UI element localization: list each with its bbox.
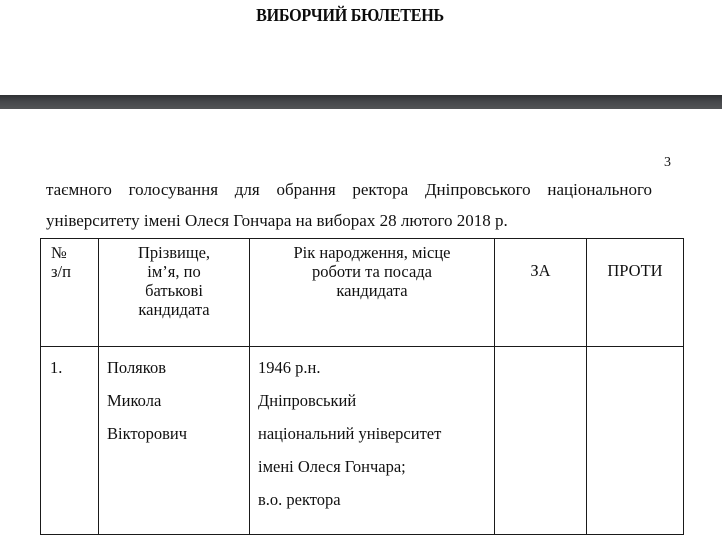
candidate-birth-year: 1946 р.н. xyxy=(258,358,321,377)
vote-against-box[interactable] xyxy=(587,347,684,535)
candidates-table xyxy=(40,238,684,535)
intro-line-2: університету імені Олеся Гончара на виборах 28 лютого 2018 р. xyxy=(46,211,508,230)
header-candidate-info xyxy=(250,239,495,347)
candidate-patronymic: Вікторович xyxy=(107,424,188,443)
header-name-line: кандидата xyxy=(138,300,210,319)
candidate-number: 1. xyxy=(41,347,99,535)
candidate-info xyxy=(250,347,495,535)
header-number xyxy=(41,239,99,347)
vote-for-box[interactable] xyxy=(495,347,587,535)
header-number-line: № xyxy=(51,243,67,262)
candidate-name xyxy=(99,347,250,535)
page-number: 3 xyxy=(664,155,671,170)
header-divider-bar xyxy=(0,95,722,109)
header-number-line: з/п xyxy=(51,262,71,281)
candidate-workplace-line: імені Олеся Гончара; xyxy=(258,457,406,476)
candidate-workplace-line: національний університет xyxy=(258,424,442,443)
candidate-first-name: Микола xyxy=(107,391,162,410)
table-header-row xyxy=(41,239,684,347)
header-info-line: кандидата xyxy=(336,281,408,300)
candidate-workplace-line: Дніпровський xyxy=(258,391,357,410)
candidate-surname: Поляков xyxy=(107,358,166,377)
header-name-line: батькові xyxy=(145,281,203,300)
header-candidate-name xyxy=(99,239,250,347)
candidate-position: в.о. ректора xyxy=(258,490,341,509)
header-for: ЗА xyxy=(495,239,587,347)
ballot-title: ВИБОРЧИЙ БЮЛЕТЕНЬ xyxy=(256,5,444,25)
header-against: ПРОТИ xyxy=(587,239,684,347)
header-name-line: ім’я, по xyxy=(147,262,201,281)
header-info-line: роботи та посада xyxy=(311,262,432,281)
header-info-line: Рік народження, місце xyxy=(293,243,451,262)
table-row xyxy=(41,347,684,535)
intro-line-1: таємного голосування для обрання ректора Дніпровського національного xyxy=(46,180,652,199)
ballot-intro-text xyxy=(46,174,652,236)
header-name-line: Прізвище, xyxy=(137,243,211,262)
